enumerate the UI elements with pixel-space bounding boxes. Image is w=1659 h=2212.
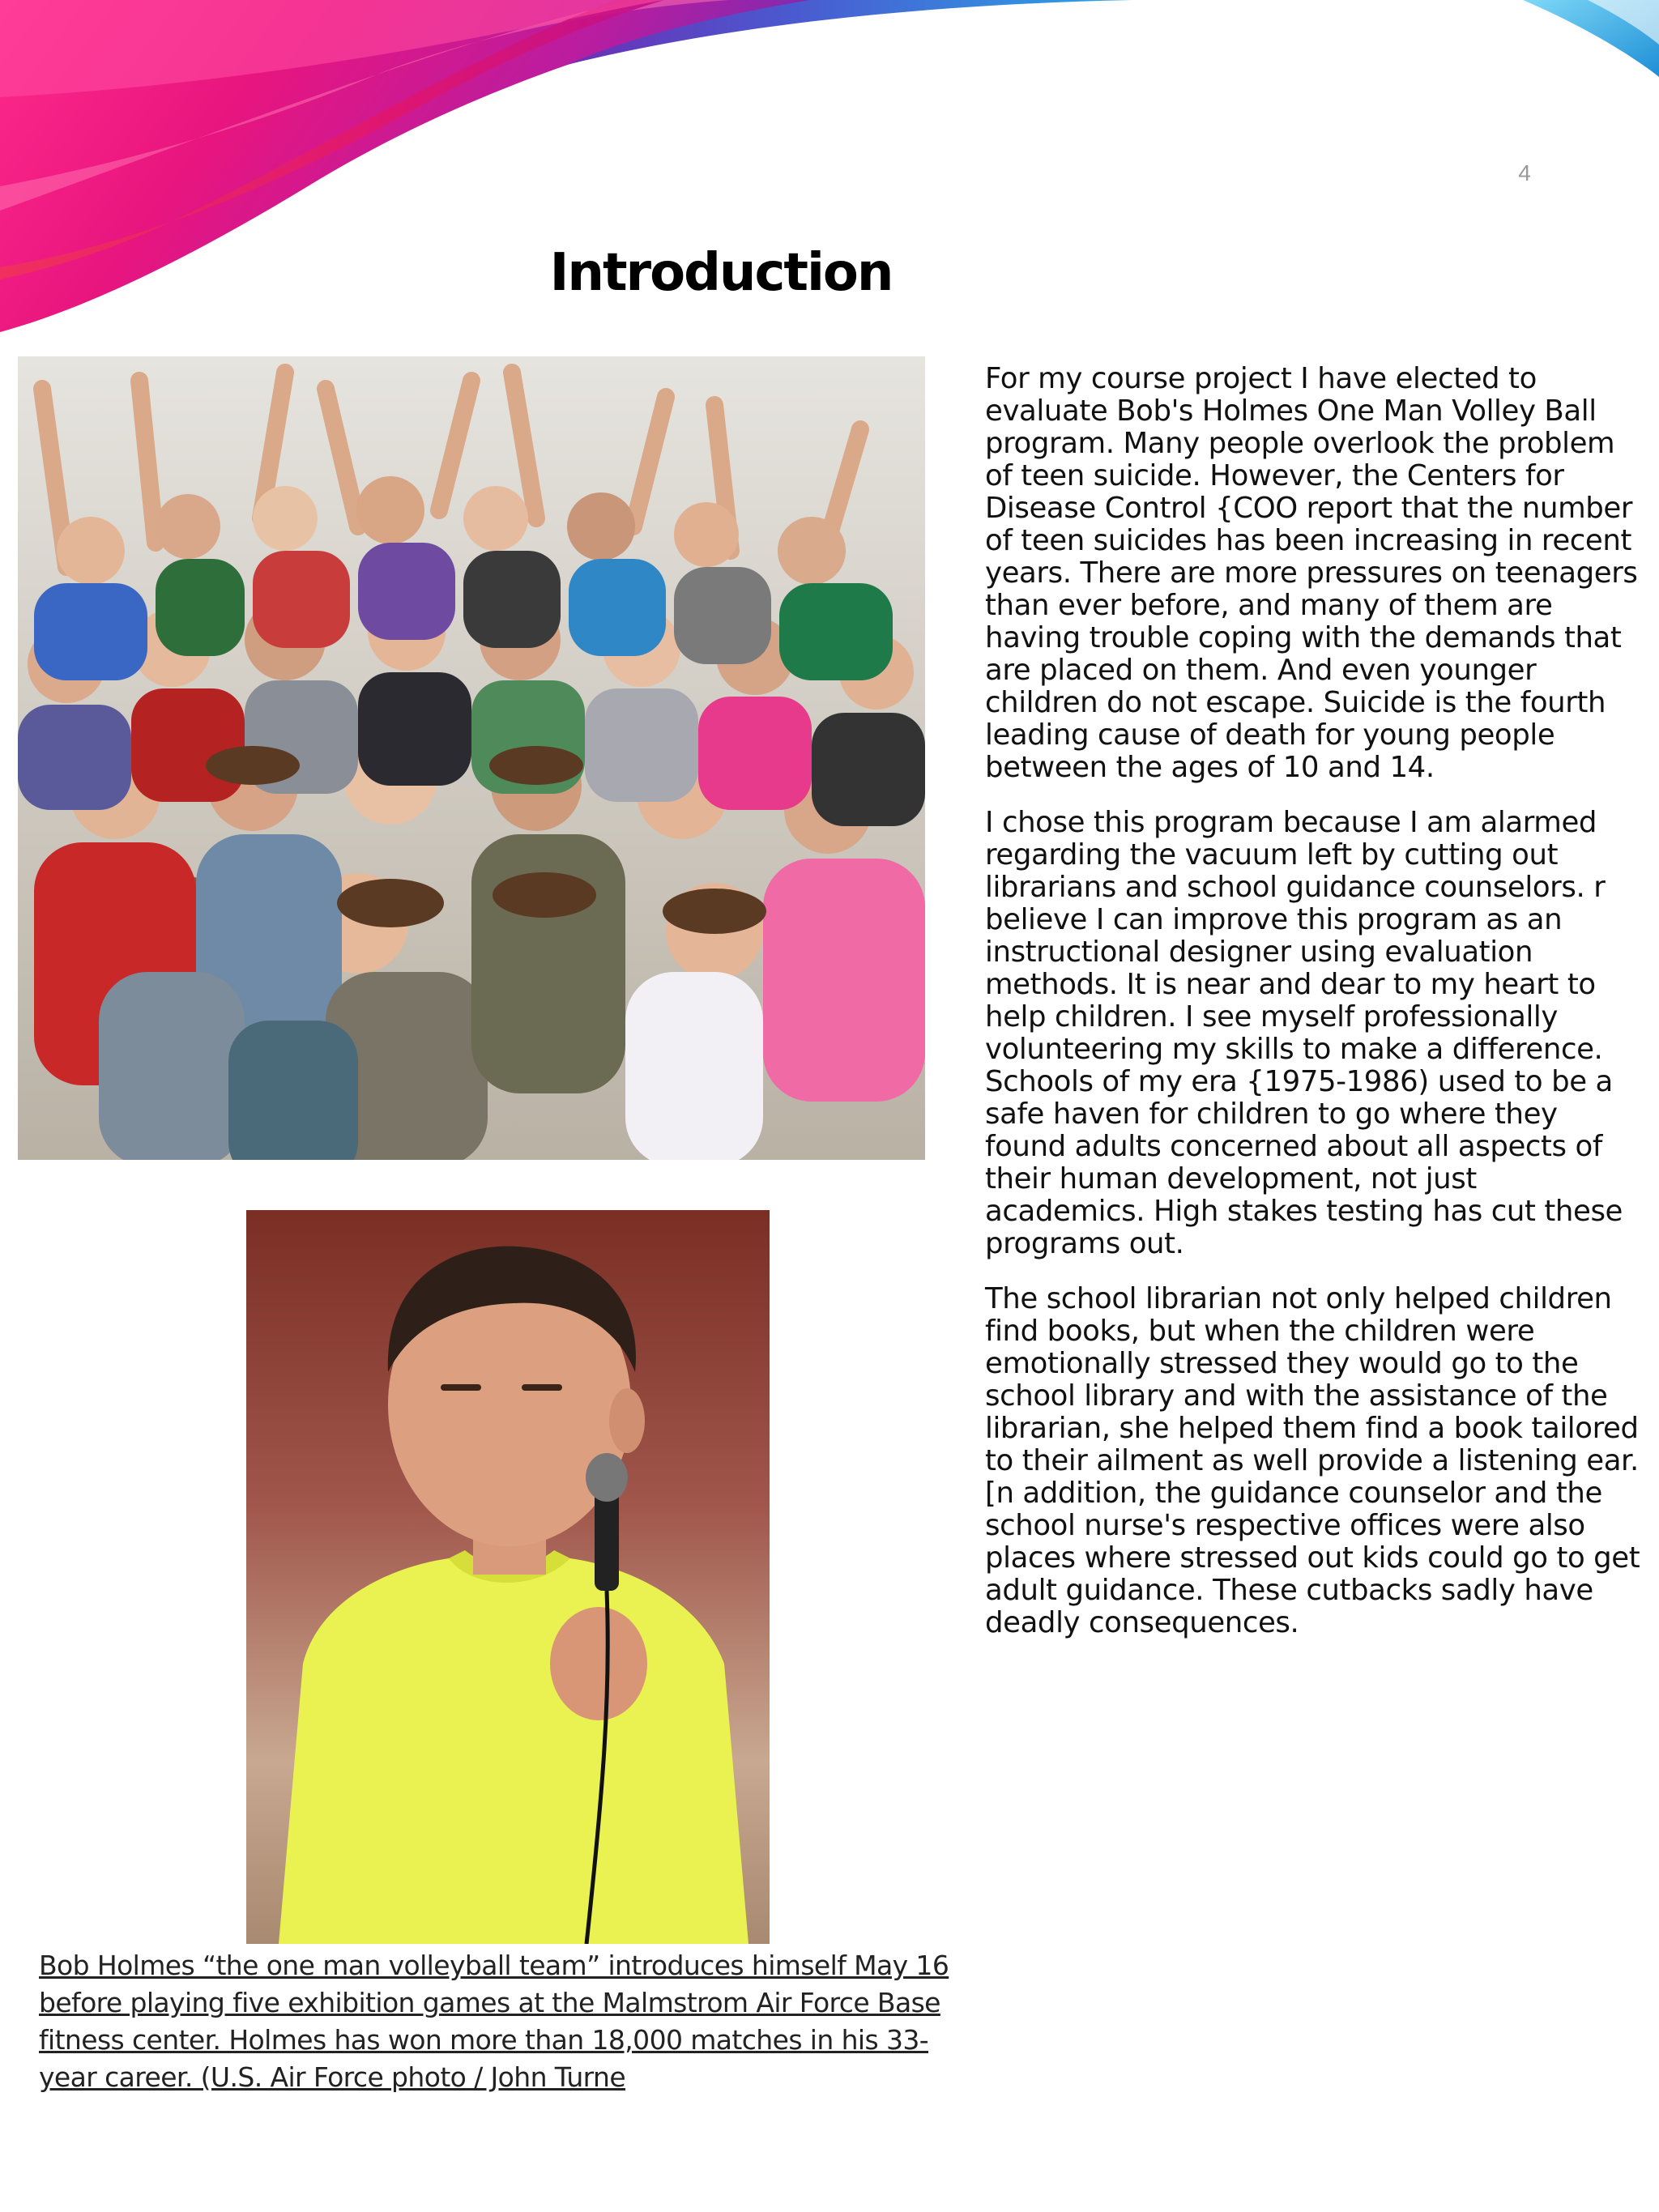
photo-caption-link[interactable]: Bob Holmes “the one man volleyball team” introduces himself May 16 before playing five exhibition games at the Malmstrom Air Force Base fitness center. Holmes has won more than 18,000 matches in his 33-year career. (U.S. Air Force photo / John Turne xyxy=(39,1950,949,2093)
paragraph-program-choice: I chose this program because I am alarmed regarding the vacuum left by cutting out librarians and school guidance counselors. r believe I can improve this program as an instructional designer using evaluation methods. It is near and dear to my heart to help children. I see myself professionally volunteering my skills to make a difference. Schools of my era {1975-1986) used to be a safe haven for children to go where they found adults concerned about all aspects of their human development, not just academics. High stakes testing has cut these programs out. xyxy=(985,806,1623,1260)
intro-body-text xyxy=(985,363,1641,1662)
paragraph-school-librarian: The school librarian not only helped children find books, but when the children were emotionally stressed they would go to the school library and with the assistance of the librarian, she helped them find a book tailored to their ailment as well provide a listening ear. [n addition, the guidance counselor and the school nurse's respective offices were also places where stressed out kids could go to get adult guidance. These cutbacks sadly have deadly consequences. xyxy=(985,1282,1640,1639)
slide-title: Introduction xyxy=(549,243,893,303)
speaker-photo xyxy=(246,1210,770,1944)
paragraph-course-project: For my course project I have elected to evaluate Bob's Holmes One Man Volley Ball program. Many people overlook the problem of teen suicide. However, the Centers for Disease Control {COO report that the number of teen suicides has been increasing in recent years. There are more pressures on teenagers than ever before, and many of them are having trouble coping with the demands that are placed on them. And even younger children do not escape. Suicide is the fourth leading cause of death for young people between the ages of 10 and 14. xyxy=(985,362,1638,784)
crowd-photo xyxy=(18,356,925,1160)
slide-number: 4 xyxy=(1518,160,1531,185)
header-swoosh-decoration xyxy=(0,0,1659,373)
